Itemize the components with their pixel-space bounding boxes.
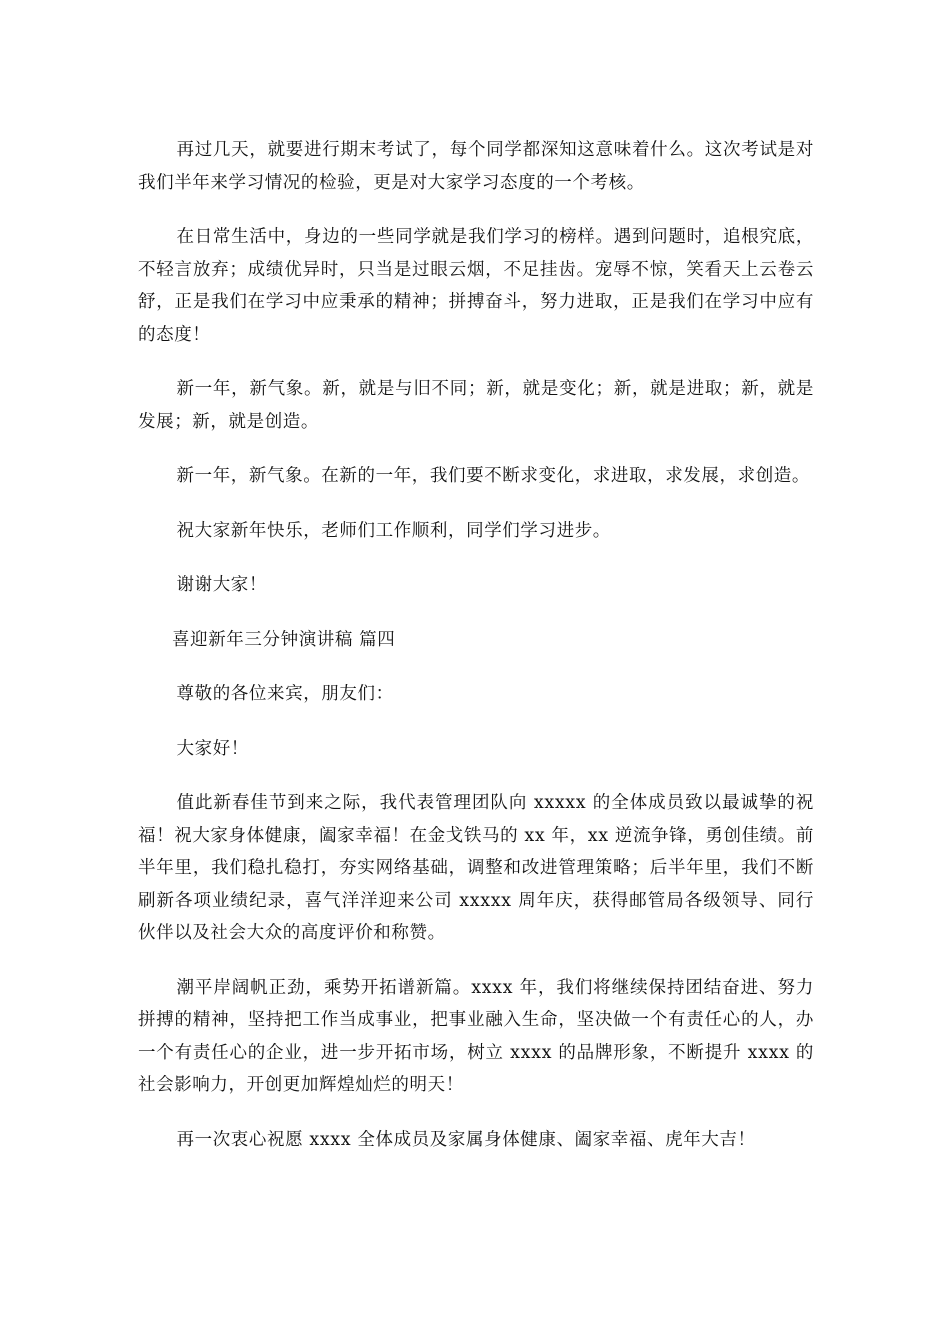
paragraph-greeting: 大家好！	[176, 738, 249, 759]
paragraph-role-models: 在日常生活中，身边的一些同学就是我们学习的榜样。遇到问题时，追根究底，不轻言放弃；成绩优异时，只当是过眼云烟，不足挂齿。宠辱不惊，笑看天上云卷云舒，正是我们在学习中应秉承的精神；拼搏奋斗，努力进取，正是我们在学习中应有的态度！	[138, 227, 814, 345]
paragraph-closing-wish: 再一次衷心祝愿 xxxx 全体成员及家属身体健康、阖家幸福、虎年大吉！	[176, 1129, 756, 1150]
document-body	[138, 134, 814, 1178]
paragraph-new-year-goals: 新一年，新气象。在新的一年，我们要不断求变化，求进取，求发展，求创造。	[176, 466, 810, 486]
paragraph-exam-reminder: 再过几天，就要进行期末考试了，每个同学都深知这意味着什么。这次考试是对我们半年来学习情况的检验，更是对大家学习态度的一个考核。	[138, 140, 814, 193]
paragraph-blessing: 值此新春佳节到来之际，我代表管理团队向 xxxxx 的全体成员致以最诚挚的祝福！祝大家身体健康，阖家幸福！在金戈铁马的 xx 年，xx 逆流争锋，勇创佳绩。前半年里，我们稳扎稳打，夯实网络基础，调整和改进管理策略；后半年里，我们不断刷新各项业绩纪录，喜气洋洋迎来公司 xxxxx 周年庆，获得邮管局各级领导、同行伙伴以及社会大众的高度评价和称赞。	[138, 793, 814, 943]
section-heading: 喜迎新年三分钟演讲稿 篇四	[172, 629, 396, 650]
paragraph-salutation: 尊敬的各位来宾，朋友们：	[176, 684, 394, 704]
paragraph-thanks: 谢谢大家！	[176, 575, 267, 595]
paragraph-new-year-meaning: 新一年，新气象。新，就是与旧不同；新，就是变化；新，就是进取；新，就是发展；新，就是创造。	[138, 379, 814, 432]
paragraph-wishes: 祝大家新年快乐，老师们工作顺利，同学们学习进步。	[176, 520, 611, 541]
paragraph-outlook: 潮平岸阔帆正劲，乘势开拓谱新篇。xxxx 年，我们将继续保持团结奋进、努力拼搏的精神，坚持把工作当成事业，把事业融入生命，坚决做一个有责任心的人，办一个有责任心的企业，进一步开拓市场，树立 xxxx 的品牌形象，不断提升 xxxx 的社会影响力，开创更加辉煌灿烂的明天！	[138, 977, 814, 1095]
